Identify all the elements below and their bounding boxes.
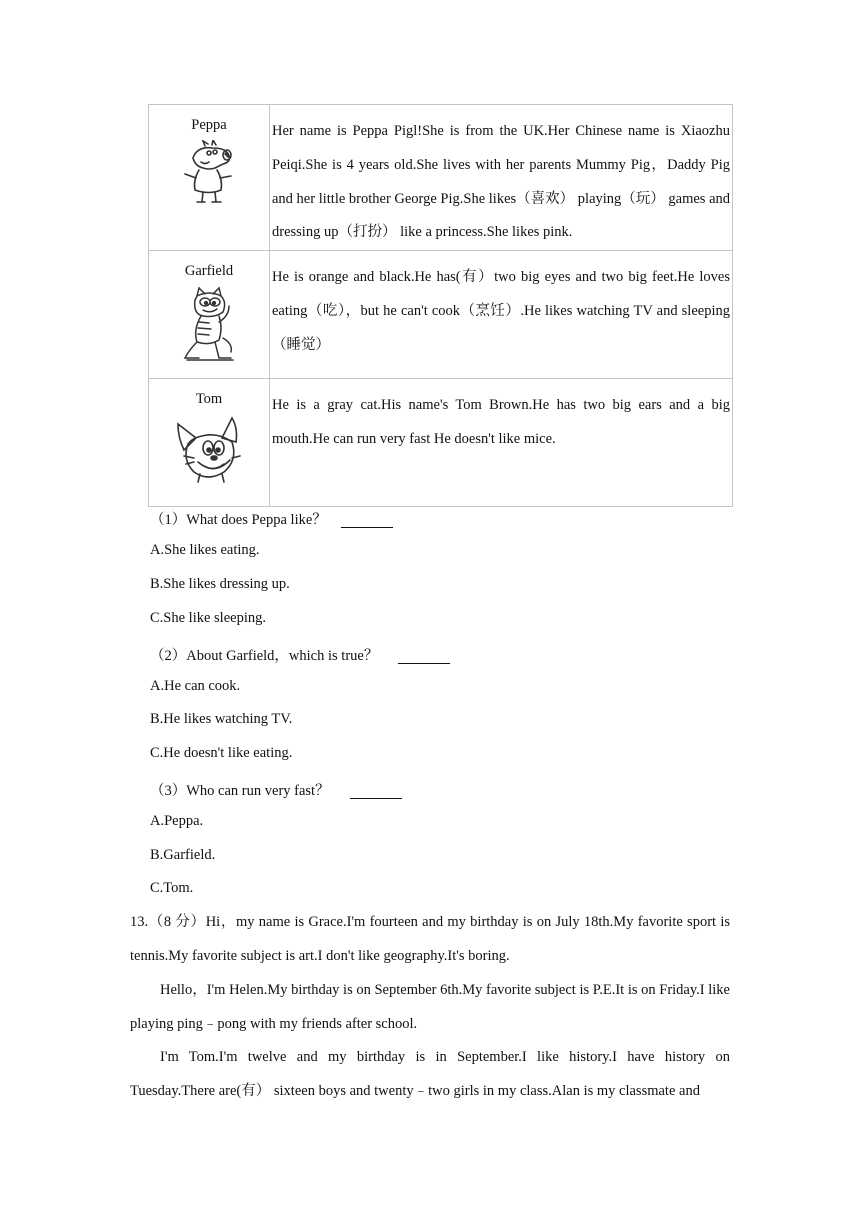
section-13-para-2: Hello，I'm Helen.My birthday is on September 6th.My favorite subject is P.E.It is on Friday.I like playing ping﹣pong with my friends after school. [130, 982, 730, 1032]
option: C.Tom. [150, 880, 194, 896]
answer-blank[interactable] [350, 783, 402, 799]
question-prompt: （2）About Garfield，which is true？ [150, 648, 379, 664]
name-cell [149, 379, 270, 507]
question-1 [150, 508, 393, 529]
character-table [148, 104, 733, 507]
option: C.He doesn't like eating. [150, 745, 293, 761]
question-3 [150, 779, 402, 800]
section-13-para-1 [130, 906, 730, 974]
name-cell [149, 105, 270, 251]
table-row [149, 251, 733, 379]
question-prompt: （3）Who can run very fast？ [150, 783, 330, 799]
question-2 [150, 644, 450, 665]
table-row [149, 379, 733, 507]
character-name: Peppa [191, 117, 227, 133]
description-cell: He is orange and black.He has(有）two big eyes and two big feet.He loves eating（吃），but he can't cook（烹饪）.He likes watching TV and sleeping（睡觉） [270, 251, 733, 379]
option: B.She likes dressing up. [150, 576, 290, 592]
option: A.He can cook. [150, 678, 241, 694]
option: B.He likes watching TV. [150, 711, 293, 727]
description-cell: Her name is Peppa Pigl!She is from the UK.Her Chinese name is Xiaozhu Peiqi.She is 4 years old.She lives with her parents Mummy Pig，Daddy Pig and her little brother George Pig.She likes（喜欢） playing（玩） games and dressing up（打扮） like a princess.She likes pink. [270, 105, 733, 251]
description-cell: He is a gray cat.His name's Tom Brown.He has two big ears and a big mouth.He can run very fast He doesn't like mice. [270, 379, 733, 507]
answer-blank[interactable] [398, 648, 450, 664]
table-row [149, 105, 733, 251]
character-name: Garfield [184, 263, 234, 280]
garfield-cat-icon [179, 286, 239, 362]
peppa-pig-icon [179, 140, 239, 206]
tom-cat-icon [174, 414, 244, 484]
option: C.She like sleeping. [150, 610, 266, 626]
option: A.Peppa. [150, 813, 204, 829]
option: B.Garfield. [150, 847, 216, 863]
section-text: Hi，my name is Grace.I'm fourteen and my birthday is on July 18th.My favorite sport is tennis.My favorite subject is art.I don't like geography.It's boring. [130, 914, 730, 964]
section-13-para-3: I'm Tom.I'm twelve and my birthday is in September.I like history.I have history on Tuesday.There are(有） sixteen boys and twenty﹣two girls in my class.Alan is my classmate and [130, 1049, 730, 1099]
section-number: 13.（8 分） [130, 914, 206, 930]
character-name: Tom [195, 391, 223, 408]
name-cell [149, 251, 270, 379]
answer-blank[interactable] [341, 512, 393, 528]
question-prompt: （1）What does Peppa like？ [150, 512, 327, 528]
option: A.She likes eating. [150, 542, 260, 558]
